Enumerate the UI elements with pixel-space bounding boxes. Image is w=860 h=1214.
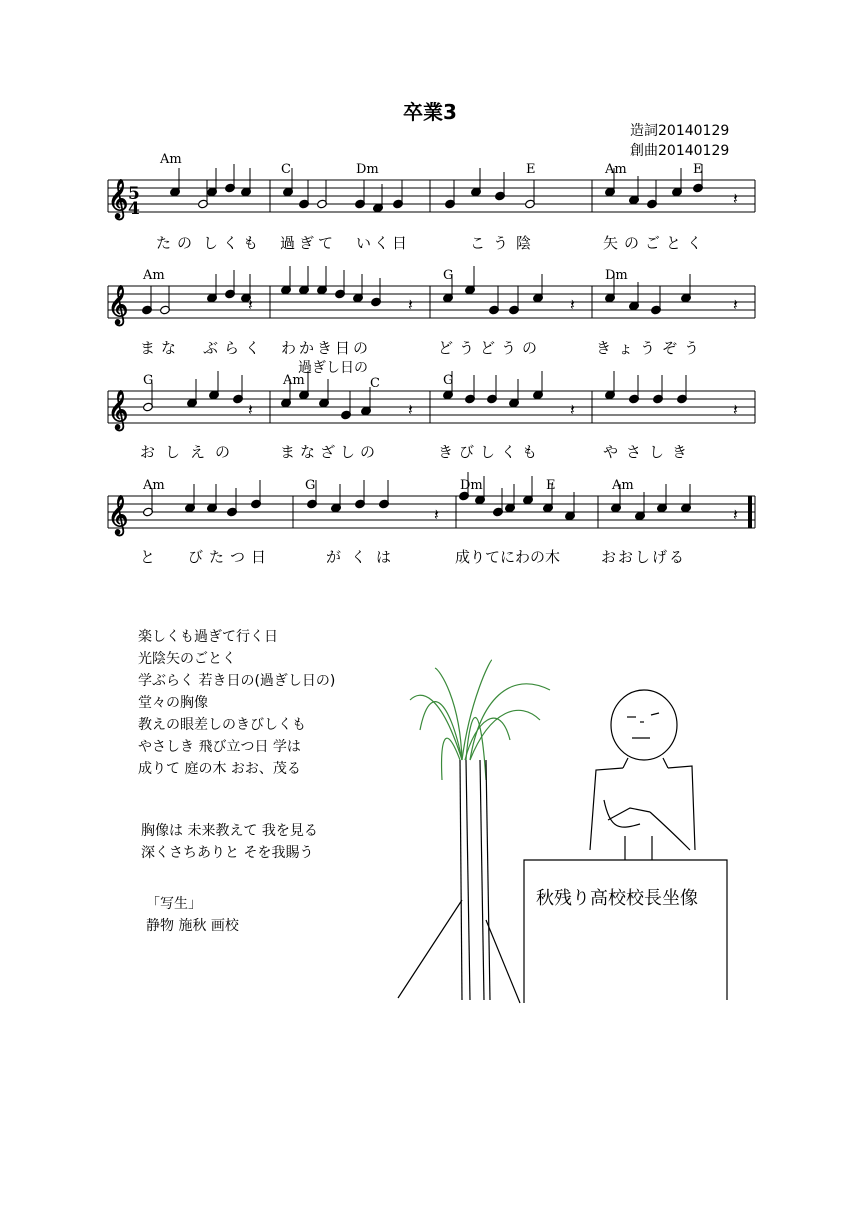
lyric: いく日 xyxy=(356,234,411,252)
chord: Dm xyxy=(605,268,628,283)
lyric: しくも xyxy=(203,234,264,252)
lyric-alternate: 過ぎし日の xyxy=(298,360,368,376)
rest: 𝄽 xyxy=(570,295,575,314)
rest: 𝄽 xyxy=(408,400,413,419)
poem-line: 学ぶらく 若き日の(過ぎし日の) xyxy=(138,673,336,689)
treble-clef: 𝄞 xyxy=(108,390,129,430)
music-credit: 創曲20140129 xyxy=(630,143,730,159)
poem-line: 楽しくも過ぎて行く日 xyxy=(138,629,278,645)
poem-line: 胸像は 未来教えて 我を見る xyxy=(141,823,318,839)
chord: Am xyxy=(605,162,627,177)
lyric: おおしげる xyxy=(601,548,687,566)
plaque-label: 秋残り高校校長坐像 xyxy=(536,888,698,909)
chord: G xyxy=(443,373,454,388)
treble-clef: 𝄞 xyxy=(108,285,129,325)
lyric: 過ぎて xyxy=(280,234,338,252)
rest: 𝄽 xyxy=(434,505,439,524)
lyric: こう陰 xyxy=(470,234,540,252)
lyric: わかき日の xyxy=(281,339,372,357)
lyric: 成りてにわの木 xyxy=(455,548,561,566)
time-signature-bottom: 4 xyxy=(128,199,140,219)
lyric: 矢のごとく xyxy=(603,234,709,252)
chord: G xyxy=(443,268,454,283)
chord: G xyxy=(143,373,154,388)
chord: Am xyxy=(283,373,305,388)
lyric: きびしくも xyxy=(438,443,544,461)
chord: E xyxy=(693,162,703,177)
chord: Am xyxy=(612,478,634,493)
lyrics-credit: 造詞20140129 xyxy=(630,123,730,139)
chord: G xyxy=(305,478,316,493)
rest: 𝄽 xyxy=(733,400,738,419)
lyric: まなざしの xyxy=(280,443,381,461)
chord: Dm xyxy=(460,478,483,493)
lyric: きょうぞう xyxy=(596,339,707,357)
lyric: びたつ日 xyxy=(188,548,273,566)
lyric: ぶらく xyxy=(203,339,267,357)
chord: Am xyxy=(160,152,182,167)
rest: 𝄽 xyxy=(733,505,738,524)
chord: Am xyxy=(143,268,165,283)
lyric: たの xyxy=(156,234,199,252)
chord: C xyxy=(370,376,380,391)
poem-line: 「写生」 xyxy=(146,896,202,912)
rest: 𝄽 xyxy=(733,189,738,208)
chord: Dm xyxy=(356,162,379,177)
lyric: と xyxy=(140,548,156,566)
palm-tree-drawing xyxy=(398,660,550,1003)
chord: E xyxy=(546,478,556,493)
time-signature-top: 5 xyxy=(128,184,140,204)
rest: 𝄽 xyxy=(733,295,738,314)
chord: C xyxy=(281,162,291,177)
rest: 𝄽 xyxy=(248,295,253,314)
rest: 𝄽 xyxy=(570,400,575,419)
poem-line: 静物 施秋 画校 xyxy=(146,918,239,934)
rest: 𝄽 xyxy=(408,295,413,314)
poem-line: 教えの眼差しのきびしくも xyxy=(138,717,306,733)
lyric: やさしき xyxy=(603,443,696,461)
lyric: まな xyxy=(140,339,183,357)
poem-line: 成りて 庭の木 おお、茂る xyxy=(138,761,301,777)
poem-line: 光陰矢のごとく xyxy=(138,651,236,667)
chord: Am xyxy=(143,478,165,493)
poem-line: 深くさちありと そを我賜う xyxy=(141,845,314,861)
chord: E xyxy=(526,162,536,177)
page-title: 卒業3 xyxy=(403,100,457,124)
treble-clef: 𝄞 xyxy=(108,495,129,535)
statue-drawing xyxy=(524,690,727,1003)
rest: 𝄽 xyxy=(248,400,253,419)
poem-line: 堂々の胸像 xyxy=(138,695,208,711)
lyric: がくは xyxy=(326,548,402,566)
lyric: おしえの xyxy=(140,443,241,461)
poem-line: やさしき 飛び立つ日 学は xyxy=(138,739,301,755)
treble-clef: 𝄞 xyxy=(108,179,129,219)
lyric: どうどうの xyxy=(438,339,544,357)
